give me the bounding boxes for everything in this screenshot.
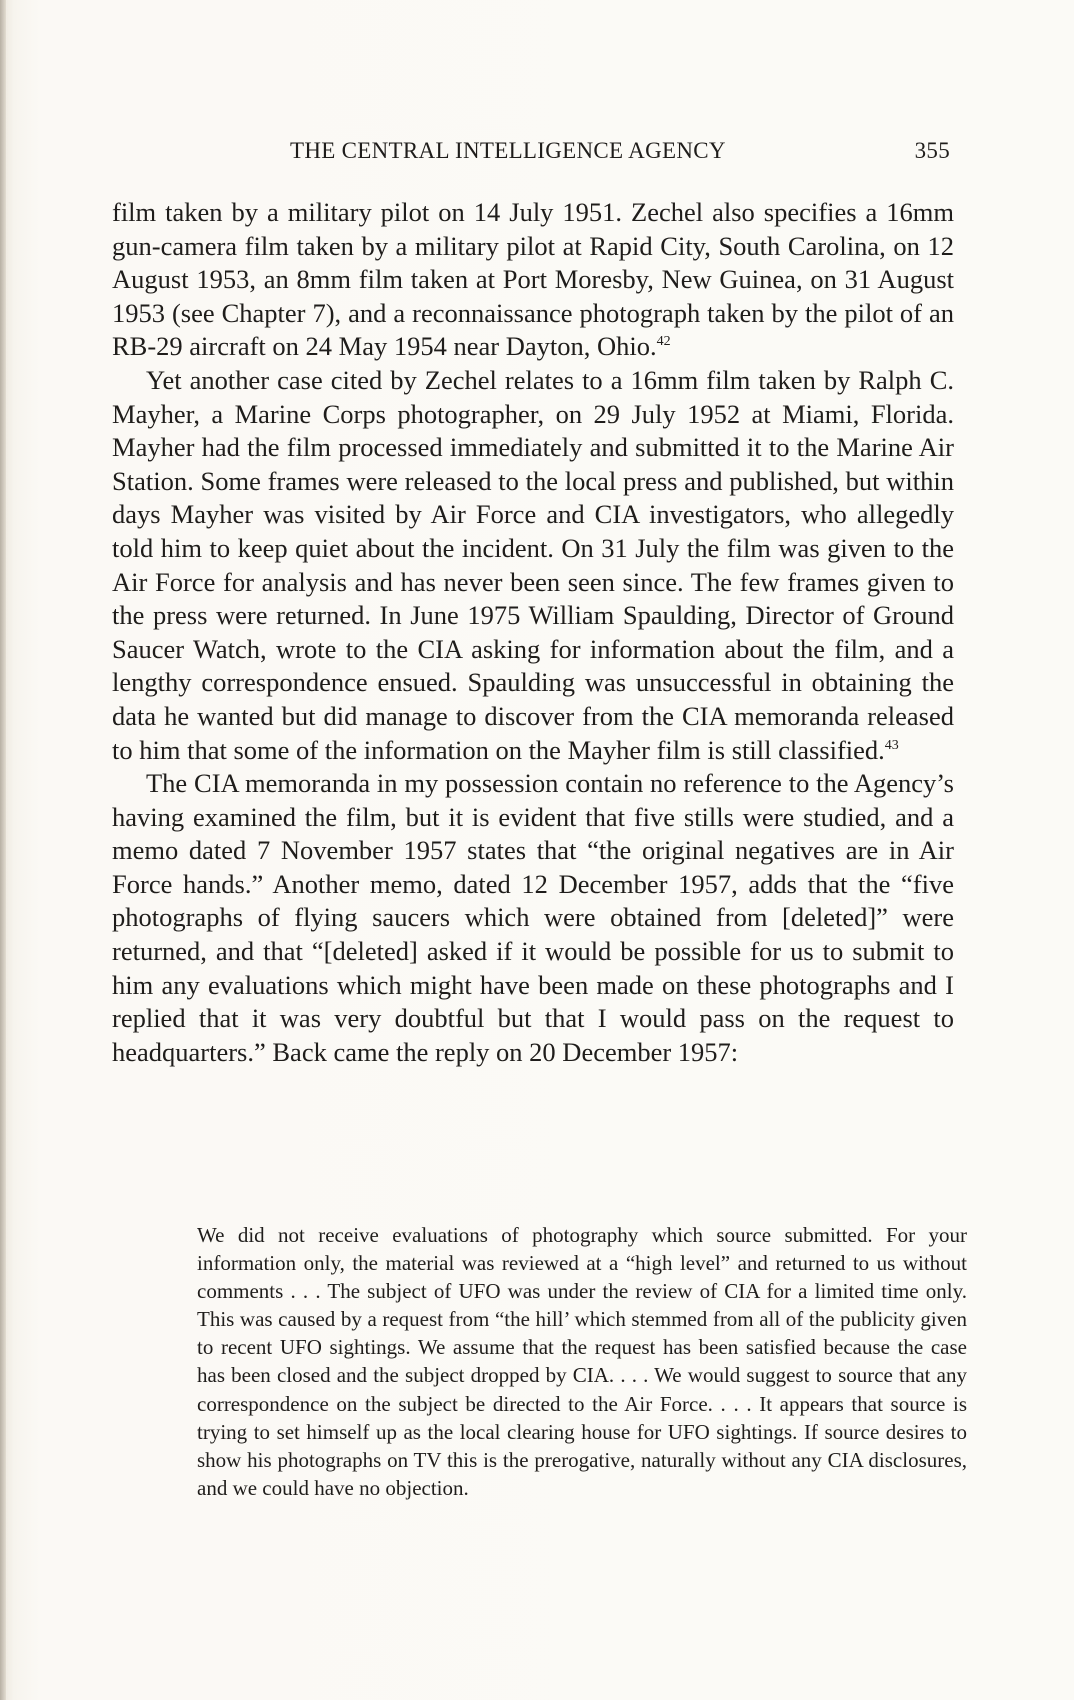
paragraph-1-text: film taken by a military pilot on 14 July 1951. Zechel also specifies a 16mm gun-camera film taken by a military pilot at Rapid City, South Carolina, on 12 August 1953, an 8mm film taken at Port Moresby, New Guinea, on 31 August 1953 (see Chapter 7), and a reconnaissance photograph taken by the pilot of an RB-29 aircraft on 24 May 1954 near Dayton, Ohio.: [112, 197, 954, 362]
paragraph-2-text: Yet another case cited by Zechel relates to a 16mm film taken by Ralph C. Mayher, a Marine Corps photographer, on 29 July 1952 at Miami, Florida. Mayher had the film processed immediately and submitted it to the Marine Air Station. Some frames were released to the local press and published, but within days Mayher was visited by Air Force and CIA investigators, who allegedly told him to keep quiet about the incident. On 31 July the film was given to the Air Force for analysis and has never been seen since. The few frames given to the press were returned. In June 1975 William Spaulding, Director of Ground Saucer Watch, wrote to the CIA asking for information about the film, and a lengthy correspondence ensued. Spaulding was unsuccessful in obtaining the data he wanted but did manage to discover from the CIA memoranda released to him that some of the information on the Mayher film is still classified.: [112, 364, 954, 765]
running-header: [290, 138, 950, 170]
footnote-marker-43: 43: [884, 737, 899, 753]
page-edge-shadow: [0, 0, 6, 1700]
running-title: THE CENTRAL INTELLIGENCE AGENCY: [290, 138, 726, 163]
paragraph-3: [112, 767, 954, 1069]
footnote-marker-42: 42: [656, 334, 671, 350]
paragraph-2: [112, 364, 954, 767]
page-number: 355: [914, 138, 950, 163]
block-quote: We did not receive evaluations of photography which source submitted. For your information only, the material was reviewed at a “high level” and returned to us without comments . . . The subject of UFO was under the review of CIA for a limited time only. This was caused by a request from “the hill’ which stemmed from all of the publicity given to recent UFO sightings. We assume that the request has been satisfied because the case has been closed and the subject dropped by CIA. . . . We would suggest to source that any correspondence on the subject be directed to the Air Force. . . . It appears that source is trying to set himself up as the local clearing house for UFO sightings. If source desires to show his photographs on TV this is the prerogative, naturally without any CIA disclosures, and we could have no objection.: [197, 1223, 967, 1500]
paragraph-3-text: The CIA memoranda in my possession contain no reference to the Agency’s having examined the film, but it is evident that five stills were studied, and a memo dated 7 November 1957 states that “the original negatives are in Air Force hands.” Another memo, dated 12 December 1957, adds that the “five photographs of flying saucers which were obtained from [deleted]” were returned, and that “[deleted] asked if it would be possible for us to submit to him any evaluations which might have been made on these photographs and I replied that it was very doubtful but that I would pass on the request to headquarters.” Back came the reply on 20 December 1957:: [112, 768, 954, 1067]
paragraph-1: [112, 196, 954, 364]
body-text: [112, 196, 954, 1069]
